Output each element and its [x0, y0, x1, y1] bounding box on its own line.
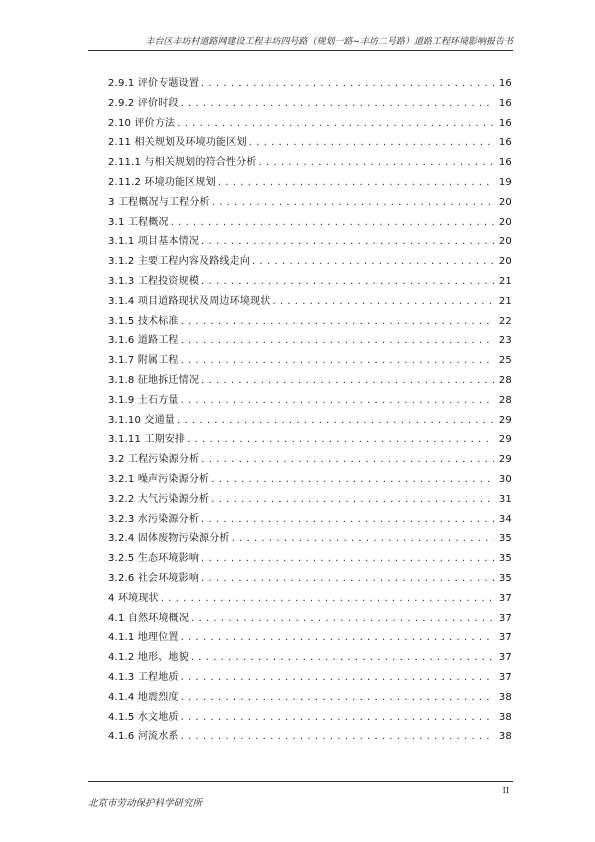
- toc-entry-page: 38: [498, 691, 512, 703]
- toc-dot-leader: [252, 252, 494, 272]
- toc-dot-leader: [181, 94, 494, 114]
- toc-entry[interactable]: [108, 213, 512, 233]
- toc-entry[interactable]: [108, 668, 512, 688]
- toc-entry-title: 3.1 工程概况: [108, 216, 169, 228]
- toc-entry[interactable]: [108, 133, 512, 153]
- toc-entry[interactable]: [108, 628, 512, 648]
- toc-entry-page: 23: [498, 335, 512, 347]
- toc-entry[interactable]: [108, 331, 512, 351]
- toc-entry-page: 21: [498, 275, 512, 287]
- toc-dot-leader: [249, 133, 494, 153]
- toc-entry-page: 38: [498, 711, 512, 723]
- toc-entry[interactable]: [108, 312, 512, 332]
- toc-entry-page: 35: [498, 572, 512, 584]
- toc-entry-page: 35: [498, 533, 512, 545]
- toc-entry-title: 4.1.5 水文地质: [108, 711, 179, 723]
- toc-entry[interactable]: [108, 351, 512, 371]
- toc-entry-page: 29: [498, 434, 512, 446]
- toc-entry-title: 4.1.6 河流水系: [108, 731, 179, 743]
- toc-dot-leader: [259, 153, 494, 173]
- toc-entry-page: 28: [498, 374, 512, 386]
- toc-dot-leader: [161, 589, 494, 609]
- toc-entry-title: 4 环境现状: [108, 592, 159, 604]
- toc-entry-title: 2.11.1 与相关规划的符合性分析: [108, 157, 257, 169]
- toc-entry-title: 3.1.1 项目基本情况: [108, 236, 200, 248]
- toc-entry[interactable]: [108, 74, 512, 94]
- toc-dot-leader: [201, 74, 494, 94]
- toc-entry[interactable]: [108, 173, 512, 193]
- toc-dot-leader: [181, 351, 494, 371]
- toc-entry-title: 4.1.2 地形、地貌: [108, 652, 189, 664]
- toc-entry-page: 20: [498, 236, 512, 248]
- toc-entry-title: 3.2.1 噪声污染源分析: [108, 473, 210, 485]
- running-header: 丰台区丰坊村道路网建设工程丰坊四号路（规划一路~丰坊二号路）道路工程环境影响报告书: [145, 37, 513, 47]
- toc-entry-title: 3.1.5 技术标准: [108, 315, 179, 327]
- toc-entry-title: 3.2.3 水污染源分析: [108, 513, 200, 525]
- toc-dot-leader: [177, 114, 494, 134]
- toc-entry[interactable]: [108, 94, 512, 114]
- toc-dot-leader: [177, 411, 494, 431]
- toc-entry-title: 4.1 自然环境概况: [108, 612, 190, 624]
- toc-entry-page: 37: [498, 652, 512, 664]
- toc-dot-leader: [181, 391, 494, 411]
- toc-entry[interactable]: [108, 114, 512, 134]
- toc-entry-title: 3.2.6 社会环境影响: [108, 572, 200, 584]
- toc-entry[interactable]: [108, 411, 512, 431]
- toc-dot-leader: [201, 549, 494, 569]
- toc-entry[interactable]: [108, 708, 512, 728]
- toc-entry-title: 2.9.1 评价专题设置: [108, 78, 200, 89]
- toc-entry-title: 3 工程概况与工程分析: [108, 196, 210, 208]
- toc-entry-page: 16: [498, 137, 512, 149]
- toc-entry[interactable]: [108, 727, 512, 747]
- toc-dot-leader: [201, 272, 494, 292]
- toc-entry[interactable]: [108, 292, 512, 312]
- toc-entry[interactable]: [108, 252, 512, 272]
- toc-entry-page: 19: [498, 176, 512, 188]
- toc-dot-leader: [201, 232, 494, 252]
- toc-entry-page: 25: [498, 355, 512, 367]
- toc-entry-page: 29: [498, 454, 512, 466]
- toc-entry-page: 31: [498, 493, 512, 505]
- table-of-contents: [108, 74, 512, 747]
- toc-entry-title: 3.1.2 主要工程内容及路线走向: [108, 256, 251, 268]
- toc-dot-leader: [181, 727, 494, 747]
- toc-entry[interactable]: [108, 430, 512, 450]
- toc-entry-title: 2.11 相关规划及环境功能区划: [108, 137, 247, 149]
- toc-entry[interactable]: [108, 232, 512, 252]
- toc-dot-leader: [181, 668, 494, 688]
- toc-dot-leader: [181, 331, 494, 351]
- toc-entry-page: 28: [498, 394, 512, 406]
- toc-dot-leader: [187, 430, 494, 450]
- toc-entry[interactable]: [108, 529, 512, 549]
- toc-entry-title: 4.1.4 地震烈度: [108, 691, 179, 703]
- toc-dot-leader: [201, 510, 494, 530]
- toc-entry[interactable]: [108, 193, 512, 213]
- toc-entry[interactable]: [108, 510, 512, 530]
- toc-entry-title: 3.1.9 土石方量: [108, 394, 179, 406]
- toc-entry-page: 22: [498, 315, 512, 327]
- toc-entry-title: 3.1.11 工期安排: [108, 434, 186, 446]
- toc-entry-page: 37: [498, 632, 512, 644]
- footer-organization: 北京市劳动保护科学研究所: [88, 798, 203, 809]
- toc-dot-leader: [181, 688, 494, 708]
- toc-entry[interactable]: [108, 688, 512, 708]
- toc-entry-title: 2.11.2 环境功能区规划: [108, 176, 216, 188]
- footer-page-number: II: [502, 786, 509, 795]
- toc-dot-leader: [181, 628, 494, 648]
- toc-dot-leader: [171, 213, 494, 233]
- toc-dot-leader: [201, 371, 494, 391]
- toc-entry[interactable]: [108, 391, 512, 411]
- toc-entry-title: 3.2.4 固体废物污染源分析: [108, 533, 230, 545]
- toc-entry-page: 37: [498, 612, 512, 624]
- toc-dot-leader: [181, 312, 494, 332]
- toc-entry-title: 3.2.2 大气污染源分析: [108, 493, 210, 505]
- toc-dot-leader: [212, 193, 494, 213]
- toc-entry[interactable]: [108, 490, 512, 510]
- toc-entry-page: 34: [498, 513, 512, 525]
- toc-entry[interactable]: [108, 569, 512, 589]
- toc-entry-title: 3.1.10 交通量: [108, 414, 175, 426]
- toc-entry[interactable]: [108, 609, 512, 629]
- toc-entry-page: 35: [498, 553, 512, 565]
- toc-entry-title: 3.2.5 生态环境影响: [108, 553, 200, 565]
- toc-entry-title: 4.1.1 地理位置: [108, 632, 179, 644]
- toc-entry-page: 20: [498, 256, 512, 268]
- toc-dot-leader: [272, 292, 494, 312]
- toc-entry-page: 20: [498, 196, 512, 208]
- toc-entry-page: 20: [498, 216, 512, 228]
- header-divider: [88, 50, 513, 51]
- toc-entry[interactable]: [108, 589, 512, 609]
- toc-entry-page: 16: [498, 117, 512, 129]
- toc-dot-leader: [201, 450, 494, 470]
- toc-entry-title: 3.1.7 附属工程: [108, 355, 179, 367]
- toc-entry-page: 37: [498, 671, 512, 683]
- toc-entry-page: 21: [498, 295, 512, 307]
- toc-dot-leader: [191, 609, 494, 629]
- toc-entry[interactable]: [108, 272, 512, 292]
- toc-entry-page: 16: [498, 157, 512, 169]
- toc-entry[interactable]: [108, 648, 512, 668]
- toc-dot-leader: [232, 529, 494, 549]
- toc-entry-page: 37: [498, 592, 512, 604]
- toc-dot-leader: [211, 490, 494, 510]
- toc-entry[interactable]: [108, 371, 512, 391]
- toc-entry[interactable]: [108, 153, 512, 173]
- toc-entry-title: 3.1.6 道路工程: [108, 335, 179, 347]
- toc-dot-leader: [191, 648, 494, 668]
- toc-dot-leader: [181, 708, 494, 728]
- toc-dot-leader: [218, 173, 494, 193]
- toc-entry-page: 16: [498, 78, 512, 89]
- toc-dot-leader: [211, 470, 494, 490]
- toc-entry-page: 38: [498, 731, 512, 743]
- toc-entry-page: 30: [498, 473, 512, 485]
- toc-entry[interactable]: [108, 450, 512, 470]
- toc-entry-title: 3.1.8 征地拆迁情况: [108, 374, 200, 386]
- toc-entry-title: 4.1.3 工程地质: [108, 671, 179, 683]
- toc-entry-title: 3.1.3 工程投资规模: [108, 275, 200, 287]
- toc-entry-title: 3.1.4 项目道路现状及周边环境现状: [108, 295, 271, 307]
- toc-entry[interactable]: [108, 549, 512, 569]
- toc-entry-page: 29: [498, 414, 512, 426]
- toc-entry-title: 3.2 工程污染源分析: [108, 454, 200, 466]
- toc-entry-title: 2.10 评价方法: [108, 117, 176, 129]
- toc-dot-leader: [201, 569, 494, 589]
- footer-divider: [88, 781, 513, 782]
- toc-entry-title: 2.9.2 评价时段: [108, 97, 179, 109]
- toc-entry[interactable]: [108, 470, 512, 490]
- toc-entry-page: 16: [498, 97, 512, 109]
